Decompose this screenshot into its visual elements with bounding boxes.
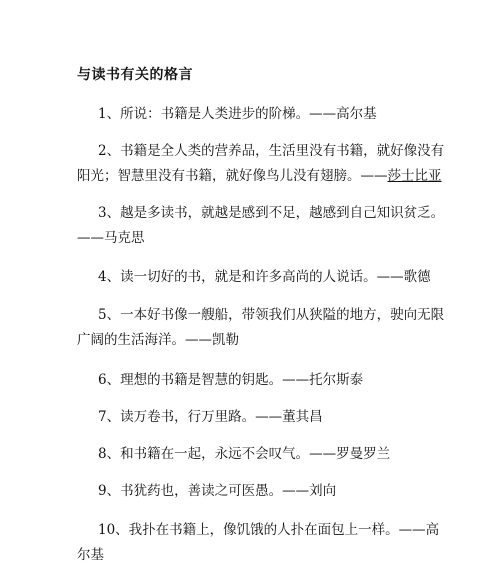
quote-9 xyxy=(77,479,437,504)
quote-7-line-1: 7、读万卷书，行万里路。——董其昌 xyxy=(98,409,323,425)
quote-8-line-1: 8、和书籍在一起，永远不会叹气。——罗曼罗兰 xyxy=(98,446,391,462)
document-title: 与读书有关的格言 xyxy=(77,67,193,83)
quote-3-line-1: 3、越是多读书，就越是感到不足，越感到自己知识贫乏。 xyxy=(98,205,445,221)
quote-2 xyxy=(77,139,445,189)
quote-6 xyxy=(77,368,437,393)
quote-2-line-2: 阳光；智慧里没有书籍，就好像鸟儿没有翅膀。—— xyxy=(77,168,388,184)
quote-10-line-2: 尔基 xyxy=(77,547,104,563)
quote-10 xyxy=(77,518,440,568)
quote-5-line-2: 广阔的生活海洋。——凯勒 xyxy=(77,332,239,348)
quote-4-line-1: 4、读一切好的书，就是和许多高尚的人说话。——歌德 xyxy=(98,269,431,285)
quote-2-author-link[interactable]: 莎士比亚 xyxy=(387,168,442,184)
quote-6-line-1: 6、理想的书籍是智慧的钥匙。——托尔斯泰 xyxy=(98,372,364,388)
quote-8 xyxy=(77,442,437,467)
quote-7 xyxy=(77,405,437,430)
quote-1 xyxy=(77,102,437,127)
quote-5-line-1: 5、一本好书像一艘船，带领我们从狭隘的地方，驶向无限 xyxy=(98,307,445,323)
quote-2-line-1: 2、书籍是全人类的营养品，生活里没有书籍，就好像没有 xyxy=(98,143,445,159)
quote-9-line-1: 9、书犹药也，善读之可医愚。——刘向 xyxy=(98,483,337,499)
quote-3-line-2: ——马克思 xyxy=(77,230,145,246)
quote-5 xyxy=(77,303,445,353)
quote-10-line-1: 10、我扑在书籍上，像饥饿的人扑在面包上一样。——高 xyxy=(98,522,440,538)
quote-1-line-1: 1、所说：书籍是人类进步的阶梯。——高尔基 xyxy=(98,106,377,122)
quote-3 xyxy=(77,201,445,251)
quote-4 xyxy=(77,265,437,290)
